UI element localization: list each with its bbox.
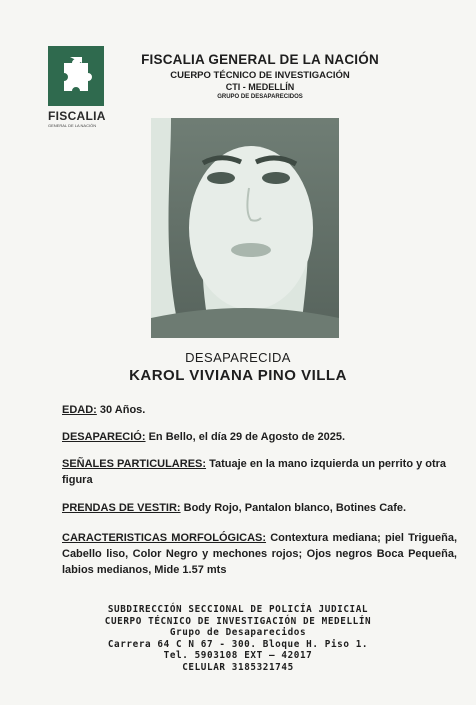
- footer-mobile: CELULAR 3185321745: [182, 661, 294, 673]
- logo-text: FISCALIA: [48, 109, 106, 123]
- disappeared-section: [62, 429, 457, 445]
- footer-contact: [0, 604, 476, 673]
- distinguishing-marks-label: SEÑALES PARTICULARES:: [62, 458, 207, 470]
- disappeared-label: DESAPARECIÓ:: [62, 431, 146, 443]
- clothing-label: PRENDAS DE VESTIR:: [62, 502, 181, 514]
- puzzle-logo-icon: [48, 46, 104, 106]
- status-label: DESAPARECIDA: [185, 350, 291, 365]
- morphology-value: Contextura mediana; piel Trigueña, Cabello liso, Color Negro y mechones rojos; Ojos negros Boca Pequeña, labios medianos, Mide 1.57 mts: [62, 532, 458, 576]
- header: [120, 52, 400, 100]
- footer-address: Carrera 64 C N 67 - 300. Bloque H. Piso 1.: [107, 638, 369, 650]
- header-title: FISCALIA GENERAL DE LA NACIÓN: [141, 52, 379, 67]
- header-line-3: GRUPO DE DESAPARECIDOS: [217, 94, 303, 100]
- distinguishing-marks-section: [62, 456, 457, 488]
- clothing-value: Body Rojo, Pantalon blanco, Botines Cafe.: [183, 502, 407, 514]
- footer-line-2: CUERPO TÉCNICO DE INVESTIGACIÓN DE MEDELLÍN: [104, 615, 372, 627]
- age-label: EDAD:: [62, 404, 97, 416]
- morphology-section: [62, 530, 457, 578]
- person-photo: [151, 118, 339, 338]
- person-name: KAROL VIVIANA PINO VILLA: [129, 367, 347, 384]
- fiscalia-logo: [48, 46, 106, 128]
- age-section: [62, 402, 457, 418]
- footer-line-3: Grupo de Desaparecidos: [169, 627, 307, 638]
- footer-phone: Tel. 5903108 EXT – 42017: [163, 650, 313, 661]
- footer-line-1: SUBDIRECCIÓN SECCIONAL DE POLICÍA JUDICIAL: [107, 604, 369, 615]
- header-line-2: CTI - MEDELLÍN: [225, 82, 295, 92]
- logo-subtext: GENERAL DE LA NACIÓN: [48, 123, 97, 128]
- disappeared-value: En Bello, el día 29 de Agosto de 2025.: [148, 431, 346, 443]
- distinguishing-marks-value: Tatuaje en la mano izquierda un perrito y otra figura: [62, 458, 447, 486]
- header-line-1: CUERPO TÉCNICO DE INVESTIGACIÓN: [170, 70, 350, 81]
- age-value: 30 Años.: [99, 404, 146, 416]
- morphology-label: CARACTERISTICAS MORFOLÓGICAS:: [62, 532, 267, 544]
- clothing-section: [62, 500, 457, 516]
